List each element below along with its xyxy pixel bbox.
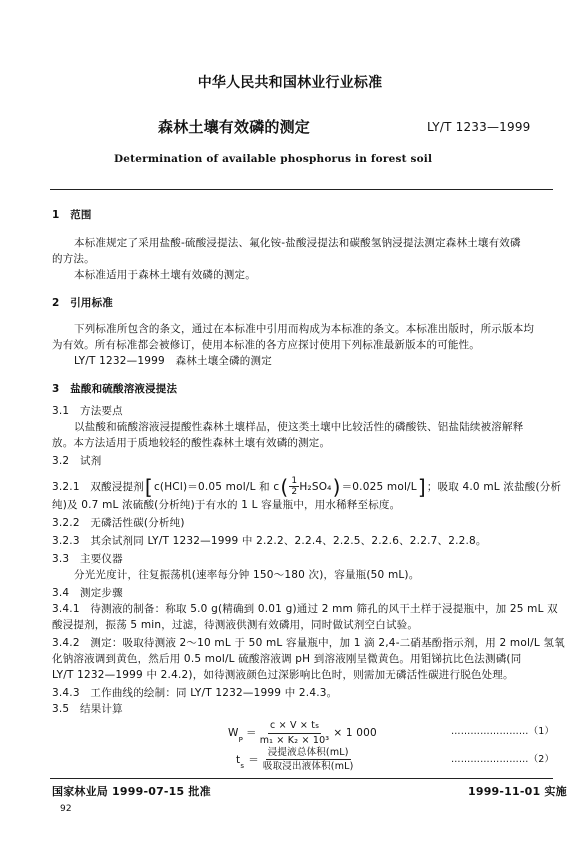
approval-text: 国家林业局 1999-07-15 批准 (52, 785, 211, 798)
page-title: 森林土壤有效磷的测定 (158, 118, 311, 136)
paragraph: 放。本方法适用于质地较轻的酸性森林土壤有效磷的测定。 (52, 437, 331, 449)
bracket-open: [ (144, 474, 153, 499)
equation-symbol: t (236, 753, 241, 766)
paragraph: 纯)及 0.7 mL 浓硫酸(分析纯)于有水的 1 L 容量瓶中，用水稀释至标度。 (52, 499, 401, 511)
paren-open: ( (280, 474, 289, 499)
equation-2-number: ……………………（2） (451, 754, 555, 765)
subsection-3-2-title: 3.2 试剂 (52, 455, 102, 467)
equation-subscript: s (240, 762, 245, 770)
paragraph: 的方法。 (52, 253, 95, 265)
paragraph: 化钠溶液调到黄色，然后用 0.5 mol/L 硫酸溶液调 pH 到溶液刚呈微黄色。用钼锑抗比色法测磷(同 (52, 653, 522, 665)
reagent-3-2-3: 3.2.3 其余试剂同 LY/T 1232—1999 中 2.2.2、2.2.4、2.2.5、2.2.6、2.2.7、2.2.8。 (52, 535, 487, 547)
footer-rule (50, 778, 553, 779)
standard-code: LY/T 1233—1999 (427, 120, 531, 134)
paragraph: LY/T 1232—1999 中 2.4.2)，如待测液颜色过深影响比色时，则需加无磷活性碳进行脱色处理。 (52, 669, 514, 681)
subsection-3-1-title: 3.1 方法要点 (52, 405, 123, 417)
equals-sign: ＝ (248, 753, 259, 766)
subsection-3-3-title: 3.3 主要仪器 (52, 553, 123, 565)
paragraph: 本标准规定了采用盐酸-硫酸浸提法、氟化铵-盐酸浸提法和碳酸氢钠浸提法测定森林土壤有效磷 (74, 237, 521, 249)
paragraph: 以盐酸和硫酸溶液浸提酸性森林土壤样品，使这类土壤中比较活性的磷酸铁、铝盐陆续被溶解释 (74, 421, 524, 433)
equation-symbol: W (228, 727, 239, 739)
header-rule (50, 189, 553, 190)
page-number: 92 (60, 804, 72, 814)
equation-tail: × 1 000 (333, 727, 377, 739)
section-3-heading: 3 盐酸和硫酸溶液浸提法 (52, 383, 178, 395)
reagent-3-2-1-line (52, 476, 561, 497)
standard-category: 中华人民共和国林业行业标准 (197, 75, 383, 91)
referenced-standard: LY/T 1232—1999 森林土壤全磷的测定 (74, 355, 272, 367)
paragraph: 本标准适用于森林土壤有效磷的测定。 (74, 269, 256, 281)
section-1-heading: 1 范围 (52, 209, 92, 221)
subsection-3-5-title: 3.5 结果计算 (52, 703, 123, 715)
formula-part: c(HCl)＝0.05 mol/L 和 c (153, 480, 280, 493)
equation-fraction: $\frac{\text{浸提液总体积(mL)}}{\text{吸取浸出液体积(mL)}}$ (262, 747, 354, 772)
paragraph: 3.4.1 待测液的制备：称取 5.0 g(精确到 0.01 g)通过 2 mm 筛孔的风干土样于浸提瓶中，加 25 mL 双 (52, 603, 558, 615)
paragraph: 为有效。所有标准都会被修订，使用本标准的各方应探讨使用下列标准最新版本的可能性。 (52, 339, 480, 351)
equation-1-number: ……………………（1） (451, 726, 555, 737)
reagent-3-2-2: 3.2.2 无磷活性碳(分析纯) (52, 517, 185, 529)
section-2-heading: 2 引用标准 (52, 297, 114, 309)
equation-fraction: $\frac{c \times V \times ts}{\text{m₁ × K₂ × 10³}}$ (259, 720, 330, 746)
equation-1 (228, 719, 377, 747)
subsection-3-4-title: 3.4 测定步骤 (52, 587, 123, 599)
paragraph: 酸浸提剂，振荡 5 min，过滤，待测液供测有效磷用，同时做试剂空白试验。 (52, 619, 419, 631)
formula-part: H₂SO₄ (299, 480, 332, 493)
equation-subscript: P (238, 736, 244, 744)
reagent-label: 3.2.1 双酸浸提剂 (52, 480, 144, 493)
formula-part: ＝0.025 mol/L (341, 480, 417, 493)
paragraph: 分光光度计，往复振荡机(速率每分钟 150～180 次)，容量瓶(50 mL)。 (74, 569, 420, 581)
paragraph: 3.4.3 工作曲线的绘制：同 LY/T 1232—1999 中 2.4.3。 (52, 687, 338, 699)
half-fraction: $\frac{1}{2}$ (291, 476, 298, 497)
paren-close: ) (332, 474, 341, 499)
english-title: Determination of available phosphorus in forest soil (114, 153, 433, 165)
reagent-text: ；吸取 4.0 mL 浓盐酸(分析 (426, 480, 562, 493)
paragraph: 3.4.2 测定：吸取待测液 2～10 mL 于 50 mL 容量瓶中，加 1 滴 2,4-二硝基酚指示剂，用 2 mol/L 氢氧 (52, 637, 565, 649)
equals-sign: ＝ (246, 727, 257, 739)
paragraph: 下列标准所包含的条文，通过在本标准中引用而构成为本标准的条文。本标准出版时，所示版本均 (74, 323, 535, 335)
equation-2 (236, 746, 354, 773)
bracket-close: ] (417, 474, 426, 499)
implementation-date: 1999-11-01 实施 (468, 785, 567, 798)
